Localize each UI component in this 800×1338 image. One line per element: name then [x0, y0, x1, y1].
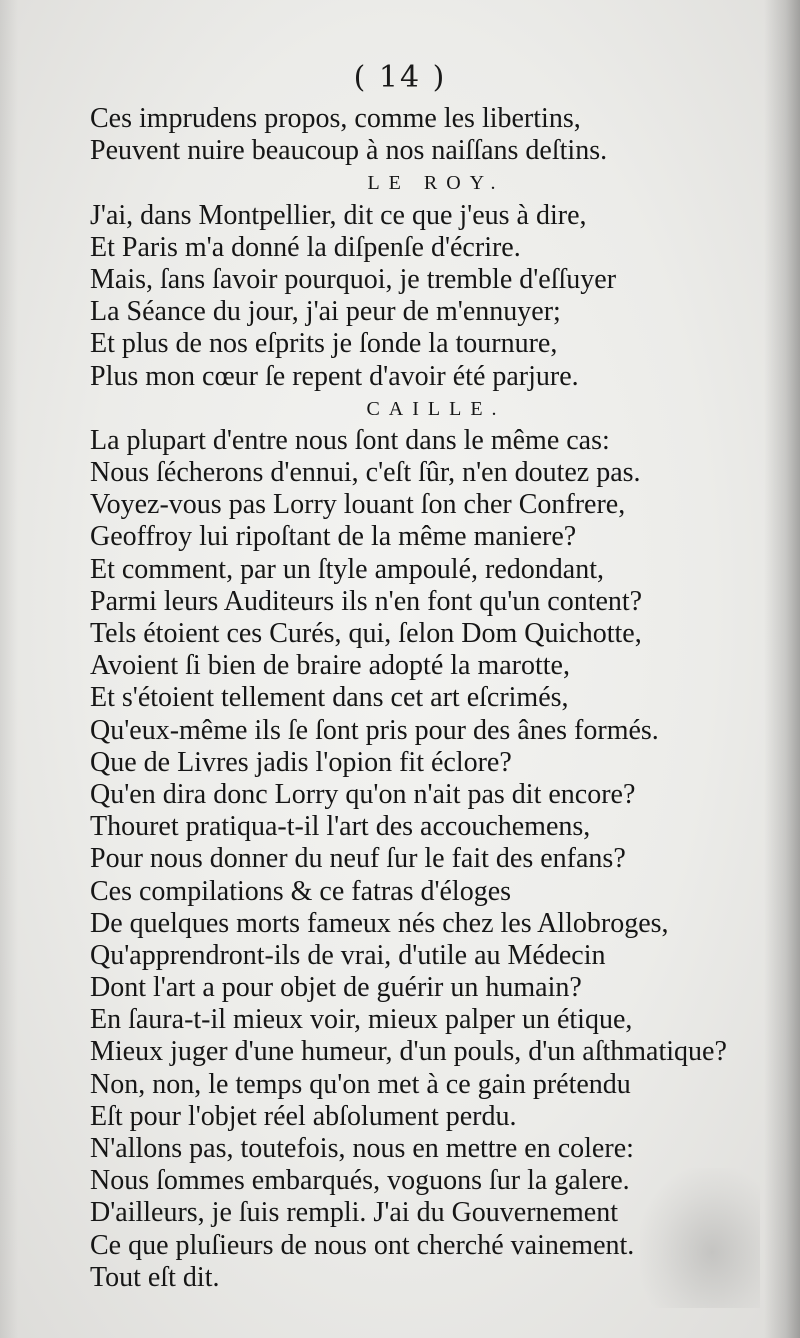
verse-line: Ces imprudens propos, comme les libertins, [90, 103, 581, 134]
verse-line: Parmi leurs Auditeurs ils n'en font qu'un content? [90, 585, 643, 617]
verse-line: Tels étoient ces Curés, qui, ſelon Dom Quichotte, [90, 618, 642, 649]
verse-line: Dont l'art a pour objet de guérir un humain? [90, 972, 582, 1004]
verse-body [86, 103, 746, 1294]
verse-line: Et Paris m'a donné la diſpenſe d'écrire. [90, 231, 521, 263]
verse-line: Non, non, le temps qu'on met à ce gain prétendu [90, 1068, 631, 1100]
verse-line: Eſt pour l'objet réel abſolument perdu. [90, 1100, 517, 1132]
verse-line: Qu'apprendront-ils de vrai, d'utile au Médecin [90, 939, 606, 971]
verse-line: En ſaura-t-il mieux voir, mieux palper un étique, [90, 1004, 633, 1036]
page-edge-shadow [764, 0, 800, 1338]
verse-line: Qu'eux-même ils ſe ſont pris pour des ânes formés. [90, 714, 659, 746]
verse-line: Plus mon cœur ſe repent d'avoir été parjure. [90, 360, 579, 392]
verse-line: Tout eſt dit. [90, 1261, 220, 1293]
verse-line: Nous ſécherons d'ennui, c'eſt ſûr, n'en doutez pas. [90, 457, 641, 489]
verse-line: Mais, ſans ſavoir pourquoi, je tremble d'eſſuyer [90, 263, 617, 295]
verse-line: La Séance du jour, j'ai peur de m'ennuyer; [90, 296, 561, 328]
page-number: ( 14 ) [353, 60, 447, 95]
verse-line: Et s'étoient tellement dans cet art eſcrimés, [90, 682, 569, 714]
verse-line: D'ailleurs, je ſuis rempli. J'ai du Gouvernement [90, 1197, 618, 1229]
verse-line: Thouret pratiqua-t-il l'art des accouchemens, [90, 811, 591, 843]
verse-line: De quelques morts fameux nés chez les Allobroges, [90, 907, 669, 939]
verse-line: La plupart d'entre nous ſont dans le même cas: [90, 424, 610, 456]
verse-line: Peuvent nuire beaucoup à nos naiſſans deſtins. [90, 135, 608, 167]
verse-line: Avoient ſi bien de braire adopté la marotte, [90, 650, 570, 682]
gutter-shadow [0, 0, 18, 1338]
speaker-heading: LE ROY. [367, 172, 505, 195]
verse-line: Et comment, par un ſtyle ampoulé, redondant, [90, 553, 604, 585]
verse-line: Qu'en dira donc Lorry qu'on n'ait pas dit encore? [90, 778, 636, 810]
verse-line: Et plus de nos eſprits je ſonde la tournure, [90, 328, 558, 360]
verse-line: J'ai, dans Montpellier, dit ce que j'eus à dire, [90, 199, 587, 231]
verse-line: Que de Livres jadis l'opion fit éclore? [90, 746, 512, 778]
verse-line: Pour nous donner du neuf ſur le fait des enfans? [90, 843, 626, 875]
verse-line: Ce que pluſieurs de nous ont cherché vainement. [90, 1229, 635, 1261]
verse-line: Nous ſommes embarqués, voguons ſur la galere. [90, 1165, 630, 1197]
verse-line: Mieux juger d'une humeur, d'un pouls, d'un aſthmatique? [90, 1036, 727, 1068]
verse-line: Ces compilations & ce fatras d'éloges [90, 875, 512, 907]
verse-line: Voyez-vous pas Lorry louant ſon cher Confrere, [90, 489, 626, 521]
verse-line: N'allons pas, toutefois, nous en mettre en colere: [90, 1133, 634, 1164]
verse-line: Geoffroy lui ripoſtant de la même maniere? [90, 521, 577, 553]
speaker-heading: CAILLE. [366, 397, 506, 420]
